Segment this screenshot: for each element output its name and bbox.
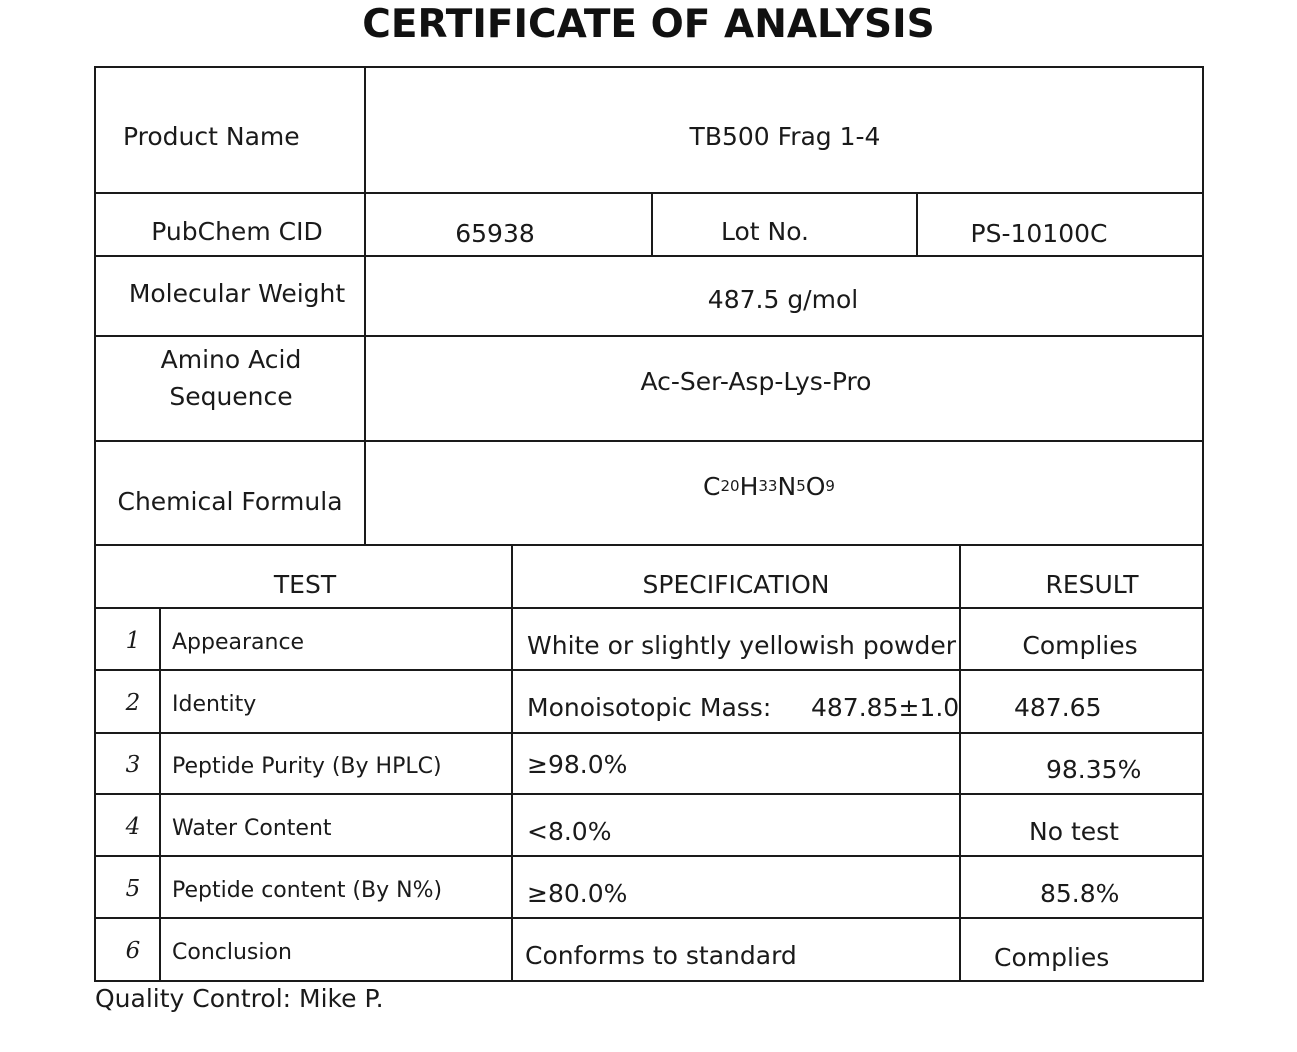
row-result: 487.65: [1014, 692, 1102, 722]
row-number: 4: [125, 813, 141, 840]
row-number: 3: [125, 751, 141, 778]
sequence-label: Amino Acid Sequence: [160, 345, 302, 411]
row-test: Conclusion: [172, 939, 292, 965]
sequence-value: Ac-Ser-Asp-Lys-Pro: [640, 366, 872, 396]
row-spec: ≥98.0%: [527, 749, 628, 779]
table-rule: [94, 544, 1204, 546]
row-spec: Conforms to standard: [525, 940, 797, 970]
header-test: TEST: [273, 569, 337, 599]
row-result: 85.8%: [1040, 878, 1120, 908]
product-name-value: TB500 Frag 1-4: [689, 121, 881, 151]
row-spec: <8.0%: [527, 816, 612, 846]
row-spec: White or slightly yellowish powder: [527, 630, 956, 660]
table-rule: [94, 793, 1204, 795]
row-test: Peptide content (By N%): [172, 877, 443, 903]
row-test: Identity: [172, 691, 257, 717]
table-rule: [159, 607, 161, 982]
lot-label: Lot No.: [720, 216, 810, 246]
table-rule: [94, 440, 1204, 442]
formula-label: Chemical Formula: [117, 486, 343, 516]
table-rule: [94, 732, 1204, 734]
table-rule: [94, 855, 1204, 857]
table-rule: [959, 544, 961, 982]
pubchem-label: PubChem CID: [151, 216, 323, 246]
table-rule: [94, 917, 1204, 919]
mw-value: 487.5 g/mol: [707, 284, 859, 314]
row-spec: ≥80.0%: [527, 878, 628, 908]
table-rule: [94, 607, 1204, 609]
table-rule: [94, 669, 1204, 671]
table-rule: [94, 255, 1204, 257]
row-result: Complies: [994, 942, 1110, 972]
row-test: Water Content: [172, 815, 332, 841]
row-test: Appearance: [172, 629, 305, 655]
formula-n: N: [777, 471, 797, 501]
row-number: 6: [125, 937, 141, 964]
row-result: No test: [1029, 816, 1119, 846]
formula-c: C: [703, 471, 721, 501]
row-test: Peptide Purity (By HPLC): [172, 753, 442, 779]
row-spec-value: 487.85±1.0: [811, 692, 960, 722]
mw-label: Molecular Weight: [128, 278, 346, 308]
row-number: 1: [125, 627, 141, 654]
formula-h: H: [739, 471, 759, 501]
product-name-label: Product Name: [123, 121, 300, 151]
row-number: 5: [125, 875, 141, 902]
lot-value: PS-10100C: [970, 218, 1108, 248]
pubchem-value: 65938: [455, 218, 535, 248]
header-result: RESULT: [1045, 569, 1139, 599]
table-rule: [94, 192, 1204, 194]
document-title: CERTIFICATE OF ANALYSIS: [362, 2, 935, 47]
header-specification: SPECIFICATION: [642, 569, 830, 599]
quality-control-signoff: Quality Control: Mike P.: [95, 984, 384, 1013]
table-rule: [511, 544, 513, 982]
formula-value: C 20 H 33 N 5 O 9: [366, 466, 1172, 506]
row-spec: Monoisotopic Mass:: [527, 692, 772, 722]
table-rule: [94, 335, 1204, 337]
formula-o: O: [805, 471, 826, 501]
row-result: Complies: [1022, 630, 1138, 660]
row-result: 98.35%: [1046, 754, 1142, 784]
row-number: 2: [125, 689, 141, 716]
